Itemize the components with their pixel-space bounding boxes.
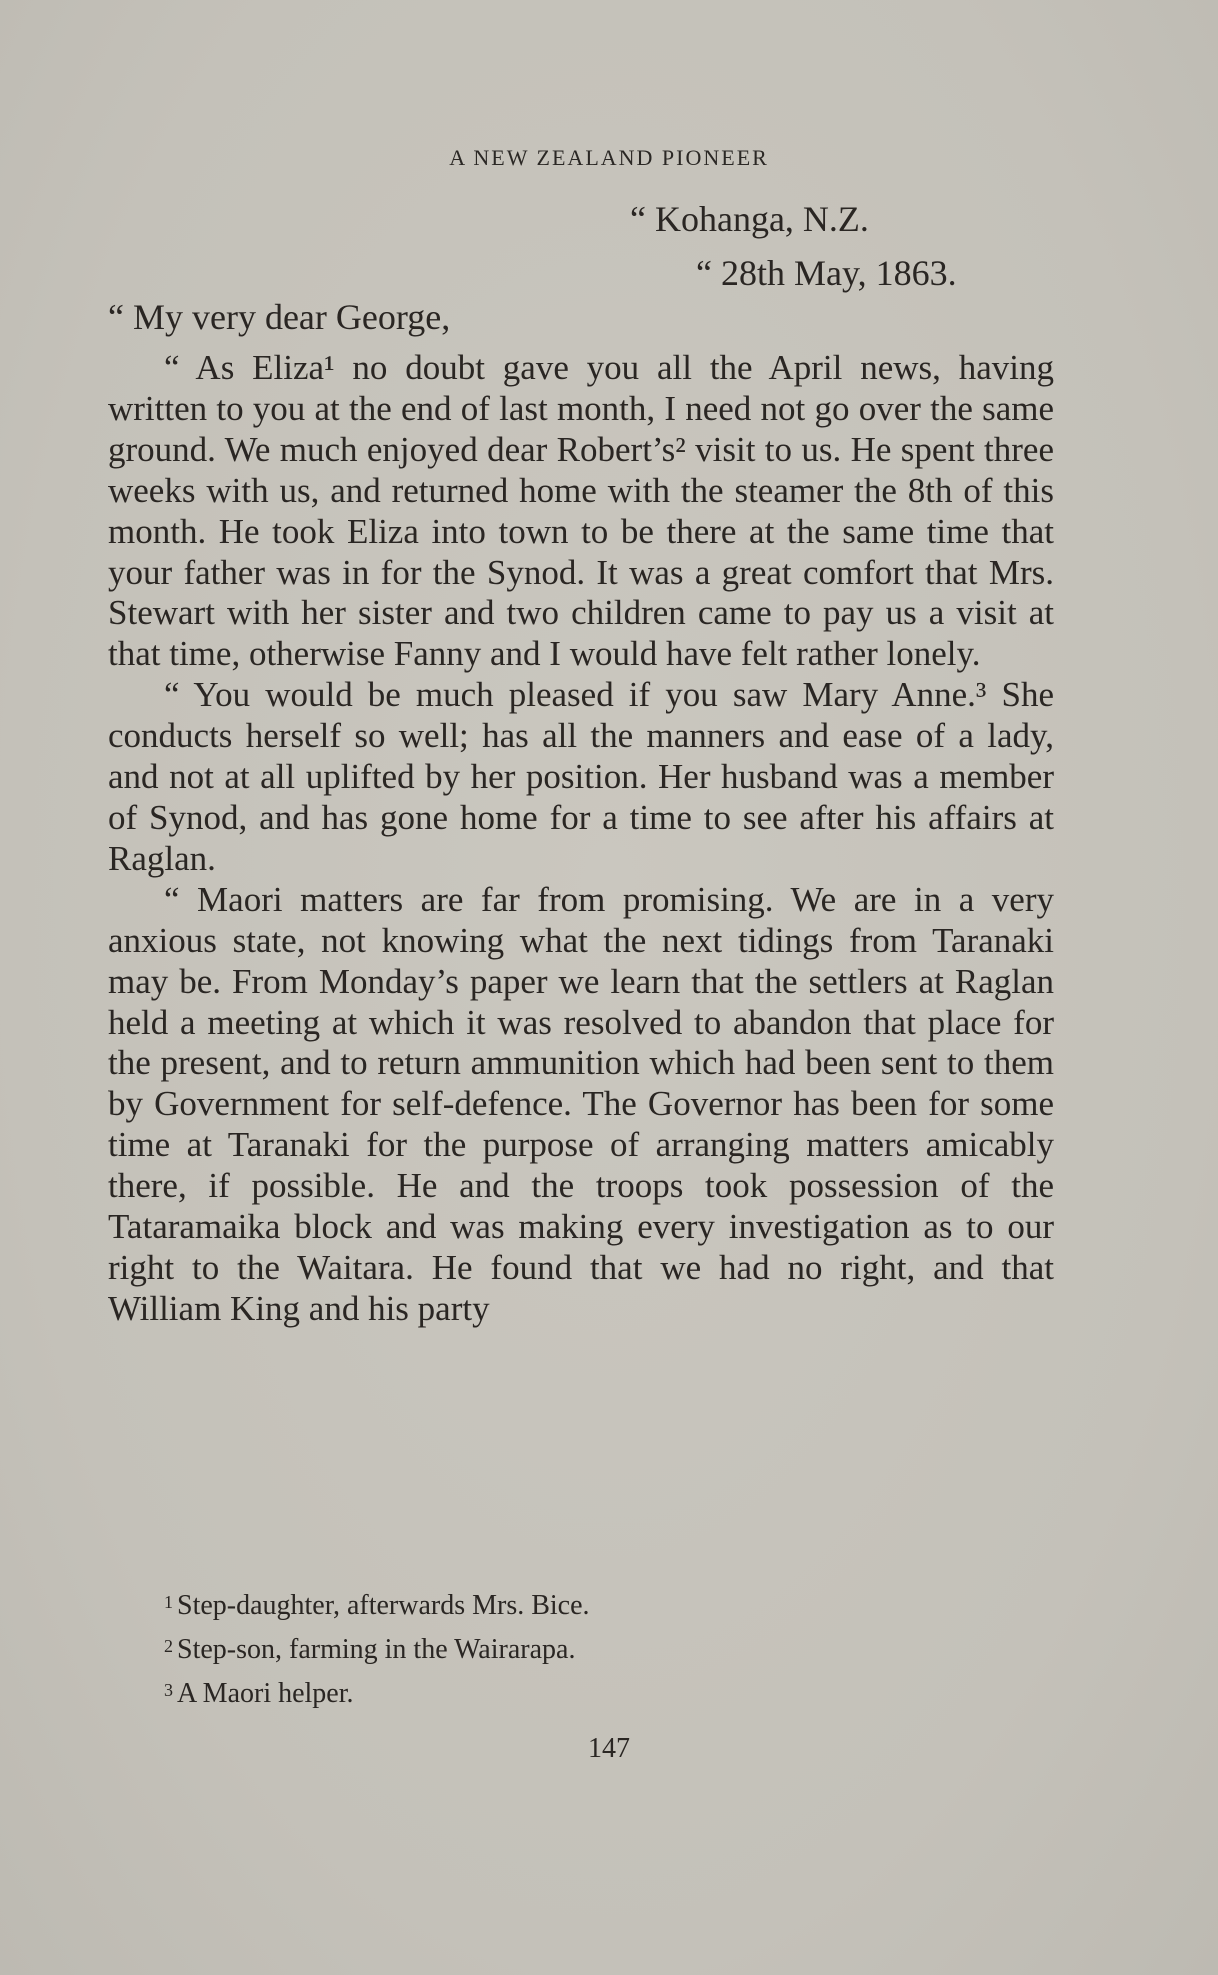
paragraph-1: “ As Eliza¹ no doubt gave you all the April news, having written to you at the end of last month, I need not go over the same ground. We much enjoyed dear Robert’s² visit to us. He spent three weeks with us, and returned home with the steamer the 8th of this month. He took Eliza into town to be there at the same time that your father was in for the Synod. It was a great comfort that Mrs. Stewart with her sister and two children came to pay us a visit at that time, otherwise Fanny and I would have felt rather lonely. [108, 348, 1054, 674]
page-number: 147 [588, 1733, 630, 1764]
footnote-text: A Maori helper. [177, 1678, 354, 1709]
letter-body [108, 348, 1054, 1330]
footnote-2 [164, 1626, 1064, 1670]
footnote-mark: 1 [164, 1592, 173, 1612]
footnote-text: Step-son, farming in the Wairarapa. [177, 1634, 576, 1665]
footnote-1 [164, 1582, 1064, 1626]
paragraph-3: “ Maori matters are far from promising. We are in a very anxious state, not knowing what the next tidings from Taranaki may be. From Monday’s paper we learn that the settlers at Raglan held a meeting at which it was resolved to abandon that place for the present, and to return ammunition which had been sent to them by Government for self-defence. The Governor has been for some time at Taranaki for the purpose of arranging matters amicably there, if possible. He and the troops took possession of the Tataramaika block and was making every investigation as to our right to the Waitara. He found that we had no right, and that William King and his party [108, 879, 1054, 1328]
footnote-mark: 2 [164, 1636, 173, 1656]
letter-salutation: “ My very dear George, [108, 297, 451, 337]
footnotes [164, 1582, 1064, 1714]
footnote-text: Step-daughter, afterwards Mrs. Bice. [177, 1590, 590, 1621]
running-head: A NEW ZEALAND PIONEER [449, 145, 769, 170]
footnote-mark: 3 [164, 1680, 173, 1700]
letter-place: “ Kohanga, N.Z. [630, 199, 869, 239]
footnote-3 [164, 1670, 1064, 1714]
letter-date: “ 28th May, 1863. [696, 253, 957, 293]
paragraph-2: “ You would be much pleased if you saw Mary Anne.³ She conducts herself so well; has all the manners and ease of a lady, and not at all uplifted by her position. Her husband was a member of Synod, and has gone home for a time to see after his affairs at Raglan. [108, 675, 1054, 878]
